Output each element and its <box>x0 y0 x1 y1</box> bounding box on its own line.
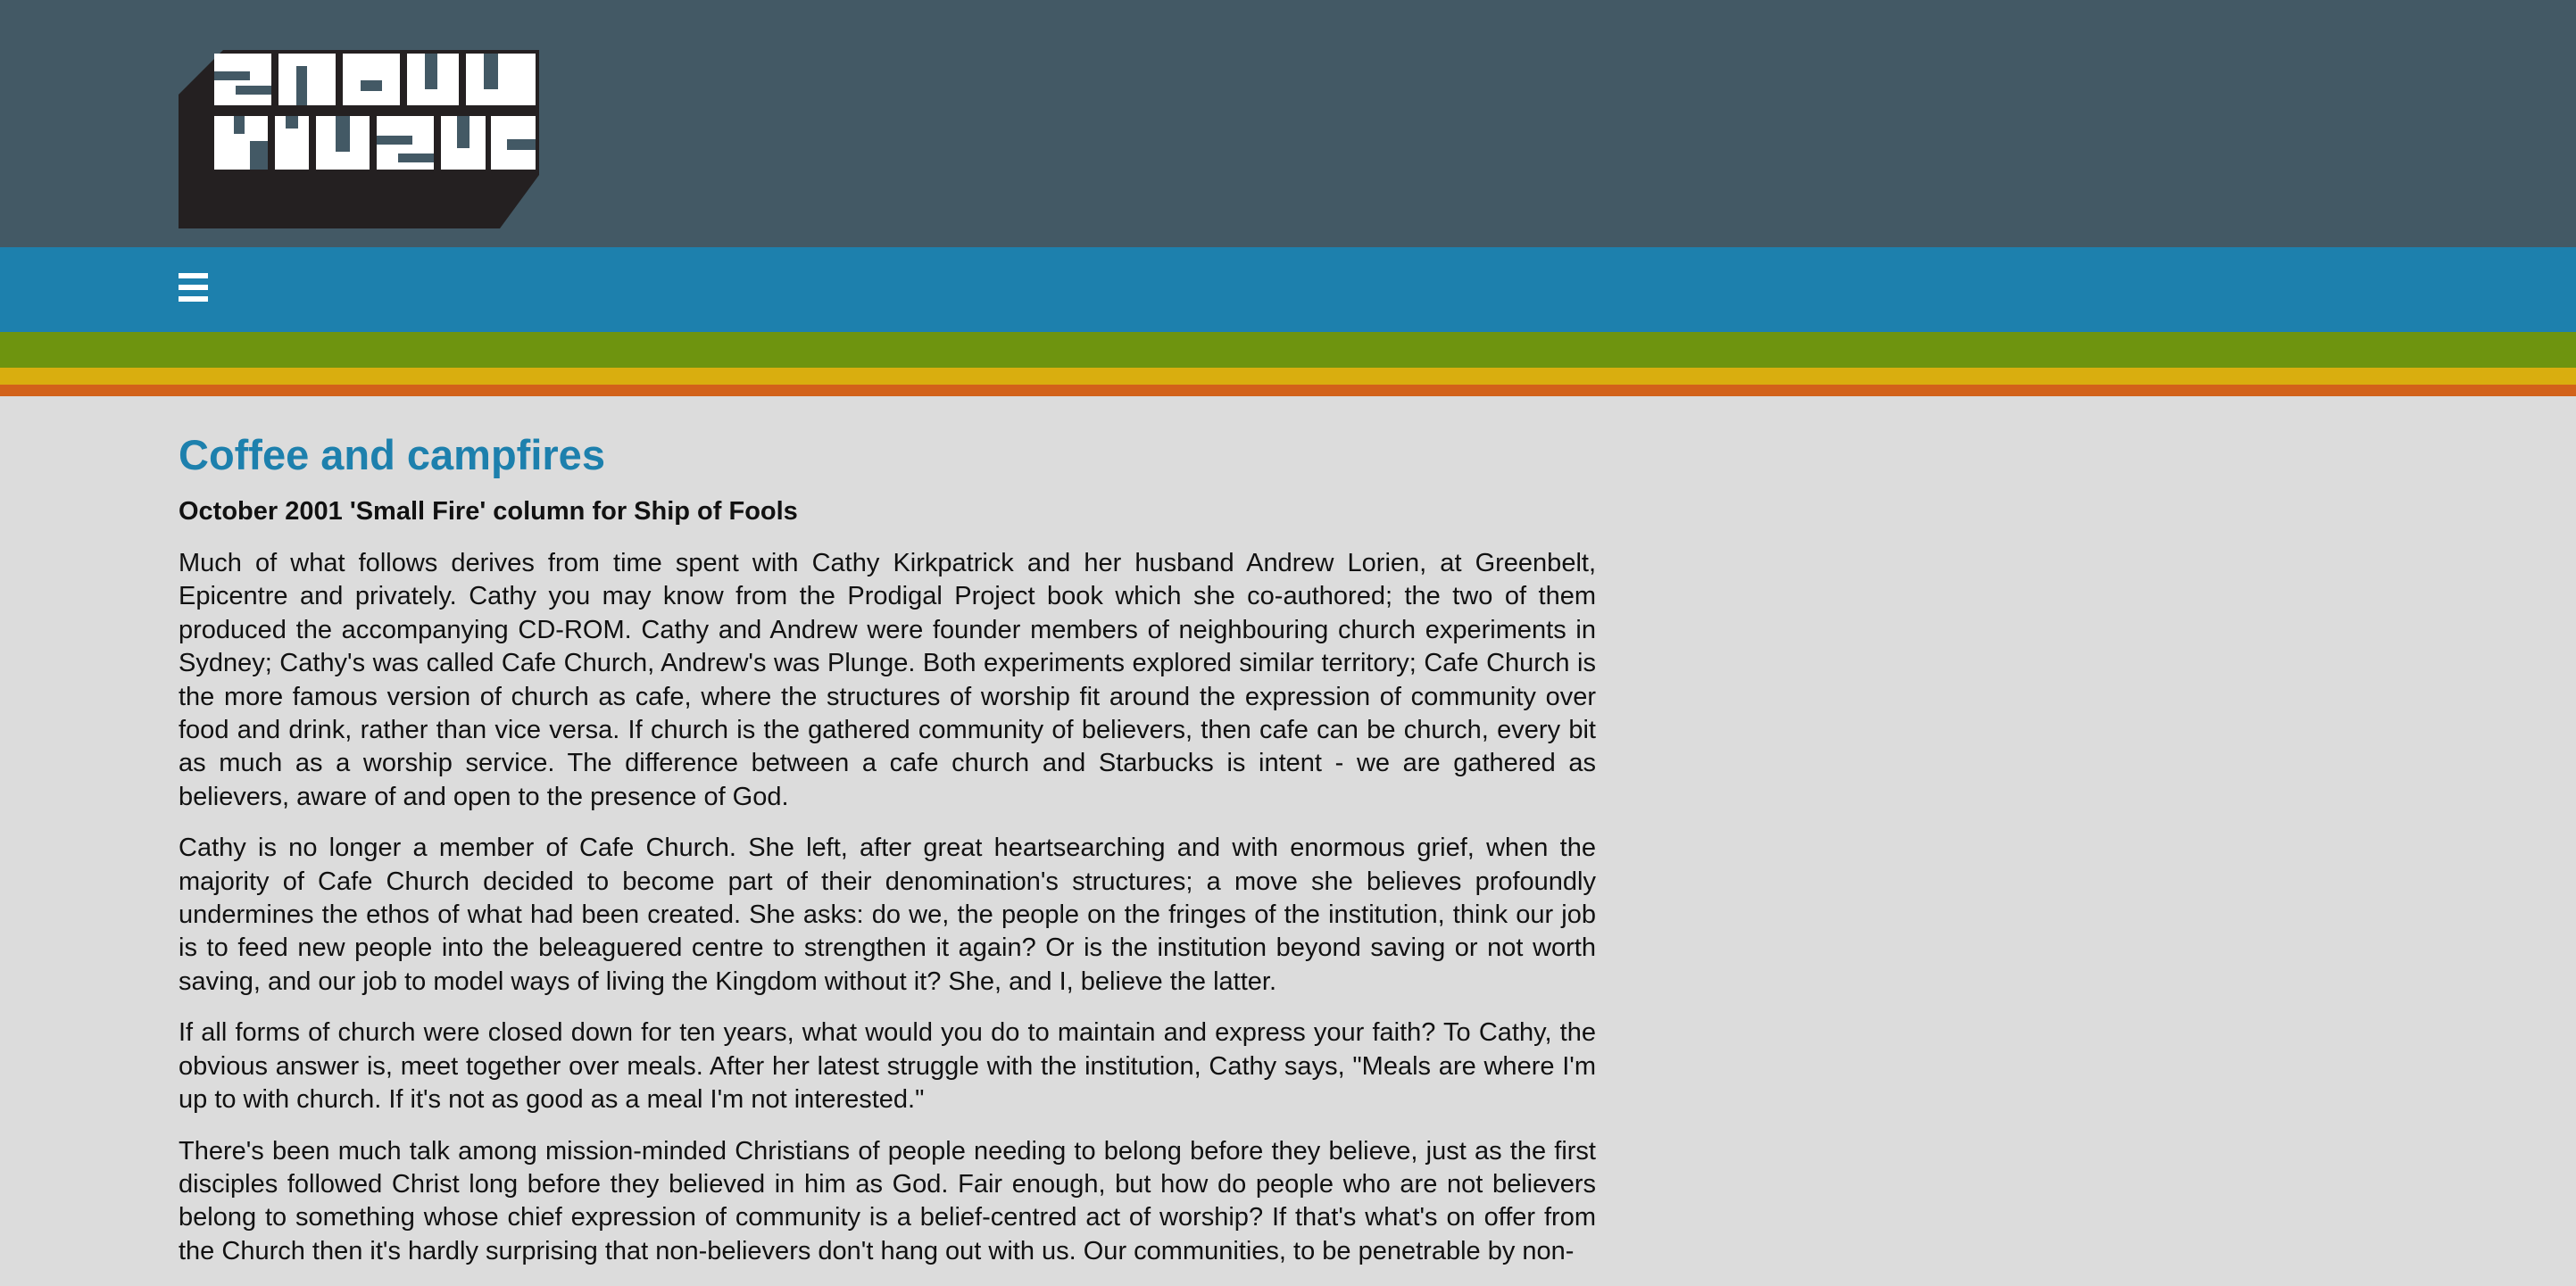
decorative-stripe-orange <box>0 385 2576 396</box>
article-paragraph-1: Much of what follows derives from time spent with Cathy Kirkpatrick and her husband Andrew Lorien, at Greenbelt, Epicentre and privately. Cathy you may know from the Prodigal Project book which she co-authored; the two of them produced the accompanying CD-ROM. Cathy and Andrew were founder members of neighbouring church experiments in Sydney; Cathy's was called Cafe Church, Andrew's was Plunge. Both experiments explored similar territory; Cafe Church is the more famous version of church as cafe, where the structures of worship fit around the expression of community over food and drink, rather than vice versa. If church is the gathered community of believers, then cafe can be church, every bit as much as a worship service. The difference between a cafe church and Starbucks is intent - we are gathered as believers, aware of and open to the presence of God. <box>179 549 1596 811</box>
article-paragraph-3: If all forms of church were closed down for ten years, what would you do to maintain and express your faith? To Cathy, the obvious answer is, meet together over meals. After her latest struggle with the institution, Cathy says, "Meals are where I'm up to with church. If it's not as good as a meal I'm not interested." <box>179 1018 1596 1115</box>
decorative-stripe-yellow <box>0 368 2576 385</box>
article-paragraph-4: There's been much talk among mission-minded Christians of people needing to belong before they believe, just as the first disciples followed Christ long before they believed in him as God. Fair enough, but how do people who are not believers belong to something whose chief expression of community is a belief-centred act of worship? If that's what's on offer from the Church then it's hardly surprising that non-believers don't hang out with us. Our communities, to be penetrable by non- <box>179 1136 1596 1265</box>
site-logo[interactable] <box>179 50 539 228</box>
nav-bar <box>0 247 2576 332</box>
site-header <box>0 0 2576 247</box>
article-paragraph-2: Cathy is no longer a member of Cafe Church. She left, after great heartsearching and with enormous grief, when the majority of Cafe Church decided to become part of their denomination's structures; a move she believes profoundly undermines the ethos of what had been created. She asks: do we, the people on the fringes of the institution, think our job is to feed new people into the beleaguered centre to strengthen it again? Or is the institution beyond saving or not worth saving, and our job to model ways of living the Kingdom without it? She, and I, believe the latter. <box>179 834 1596 996</box>
hamburger-menu-icon[interactable] <box>179 272 208 303</box>
article-content <box>179 428 1596 1286</box>
decorative-stripe-green <box>0 332 2576 368</box>
article-title: Coffee and campfires <box>179 431 605 478</box>
article-subtitle: October 2001 'Small Fire' column for Ship of Fools <box>179 497 798 526</box>
